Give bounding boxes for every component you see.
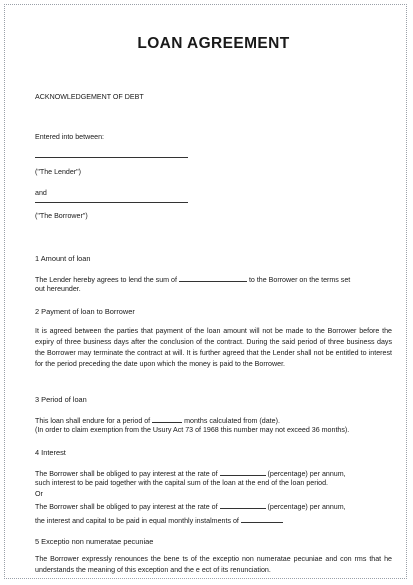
entered-into-text: Entered into between: (35, 133, 105, 141)
loan-amount-blank[interactable] (179, 273, 247, 282)
section-1-heading: 1 Amount of loan (35, 254, 91, 263)
section-1-text-b: to the Borrower on the terms set (248, 276, 351, 284)
section-3-heading: 3 Period of loan (35, 395, 87, 404)
section-2-heading: 2 Payment of loan to Borrower (35, 307, 135, 316)
section-4-heading: 4 Interest (35, 448, 66, 457)
section-5-paragraph: The Borrower expressly renounces the bene ts of the exceptio non numeratae pecuniae and con rms that he understands the meaning of this exception and the e ect of its renunciation. (35, 555, 392, 574)
document-content (35, 5, 392, 578)
section-4-option-b-line-2 (35, 514, 392, 527)
section-5-heading: 5 Exceptio non numeratae pecuniae (35, 537, 154, 546)
section-4-a-text-3: such interest to be paid together with the capital sum of the loan at the end of the loan period. (35, 479, 329, 487)
section-3-text-a: This loan shall endure for a period of (35, 417, 151, 425)
loan-period-blank[interactable] (152, 414, 182, 423)
borrower-label: ("The Borrower") (35, 212, 88, 220)
acknowledgement-heading: ACKNOWLEDGEMENT OF DEBT (35, 93, 144, 101)
and-text: and (35, 189, 47, 197)
section-4-a-text-2: (percentage) per annum, (267, 470, 346, 478)
section-1-text-c: out hereunder. (35, 285, 81, 293)
lender-name-blank[interactable] (35, 157, 188, 158)
section-4-b-text-2: (percentage) per annum, (267, 503, 346, 511)
section-3-text-b: months calculated from (date). (184, 417, 280, 425)
section-4-or: Or (35, 490, 43, 498)
document-page (4, 4, 407, 579)
section-4-b-text-3: the interest and capital to be paid in equal monthly instalments of (35, 517, 239, 525)
instalment-amount-blank[interactable] (241, 514, 283, 523)
section-4-option-b-line-1 (35, 500, 392, 513)
lender-label: ("The Lender") (35, 168, 82, 176)
section-4-b-text-1: The Borrower shall be obliged to pay interest at the rate of (35, 503, 218, 511)
interest-rate-blank-2[interactable] (220, 500, 266, 509)
section-3-note: (In order to claim exemption from the Usury Act 73 of 1968 this number may not exceed 36 months). (35, 426, 350, 434)
interest-rate-blank-1[interactable] (220, 467, 266, 476)
section-2-paragraph: It is agreed between the parties that payment of the loan amount will not be made to the Borrower before the expiry of three business days after the conclusion of the contract. During the said period of three business days the Borrower may terminate the contract at will. It is further agreed that the Lender shall not be entitled to interest for the period preceding the date upon which the money is paid to the Borrower. (35, 327, 392, 368)
borrower-name-blank[interactable] (35, 202, 188, 203)
section-4-a-text-1: The Borrower shall be obliged to pay interest at the rate of (35, 470, 218, 478)
section-1-text-a: The Lender hereby agrees to lend the sum of (35, 276, 177, 284)
document-title: LOAN AGREEMENT (137, 35, 290, 52)
